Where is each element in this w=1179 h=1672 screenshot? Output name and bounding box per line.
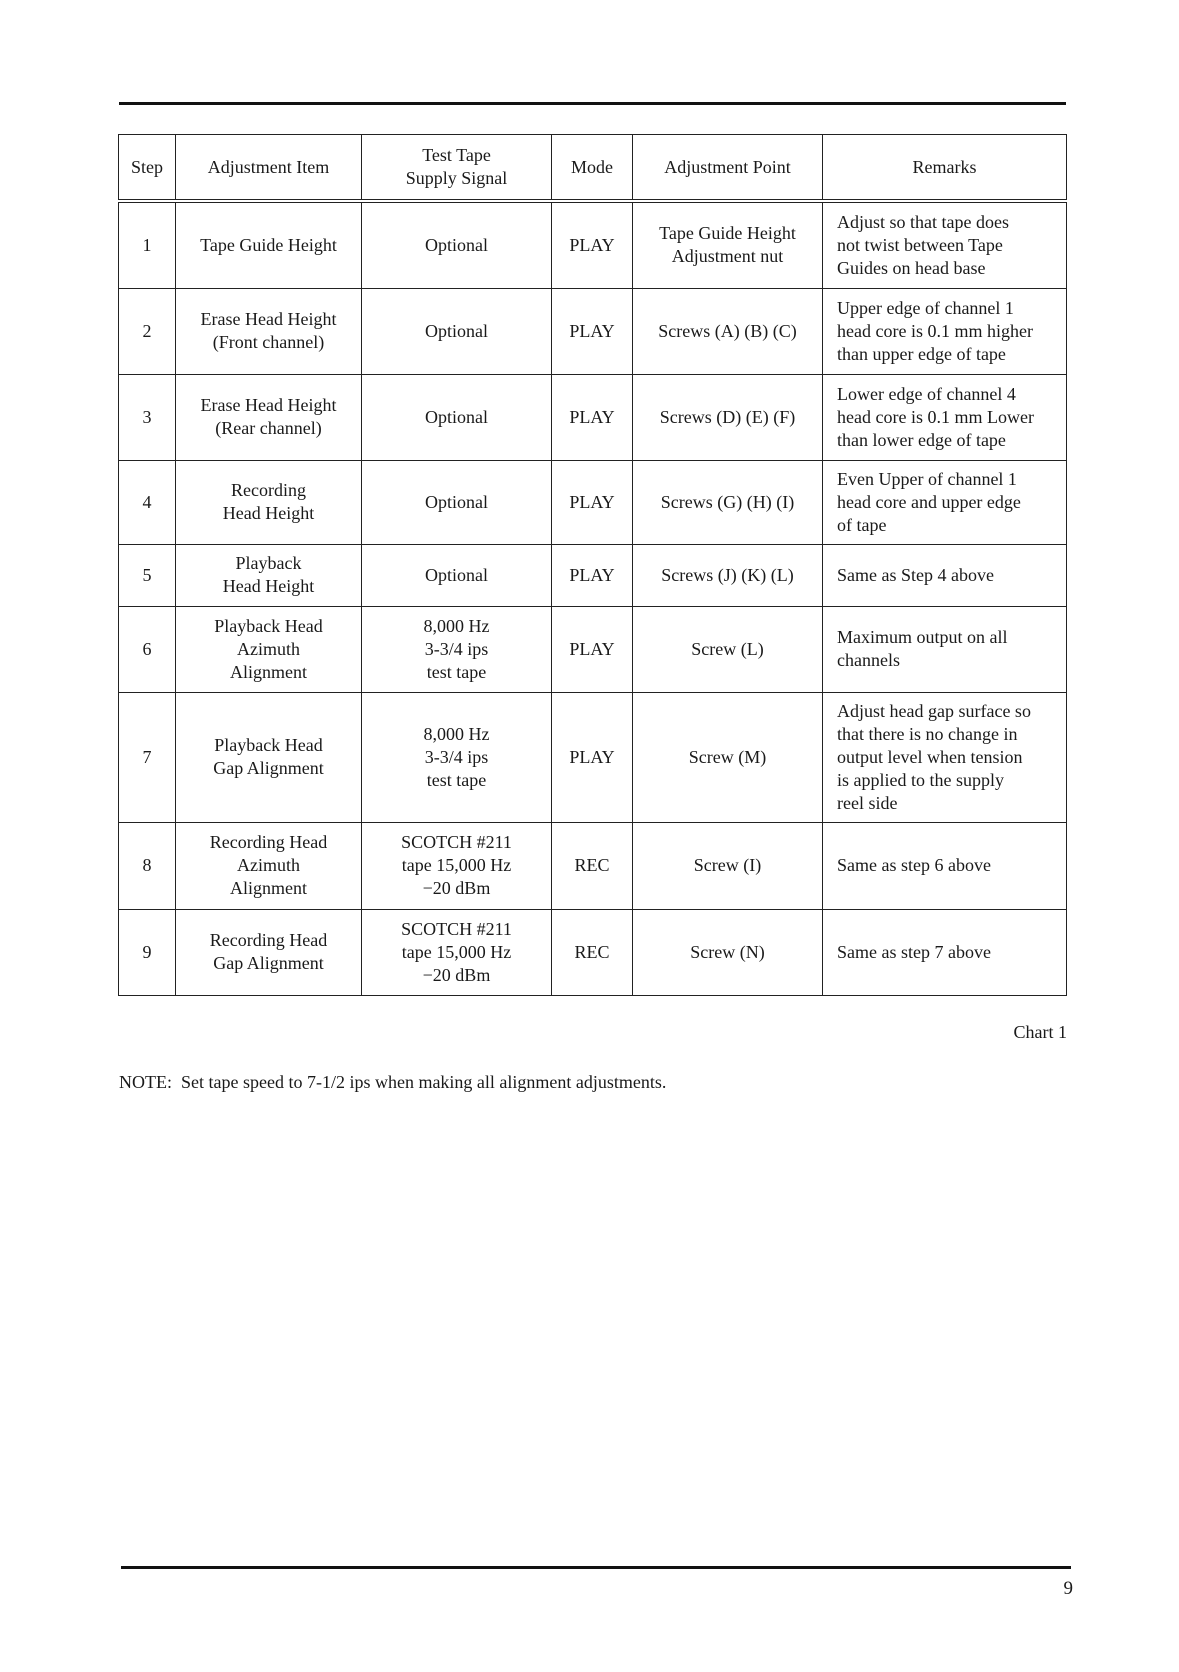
cell-test-signal: Optional [362,201,552,288]
cell-mode: REC [552,909,633,995]
header-adjustment-item: Adjustment Item [176,135,362,202]
alignment-note: NOTE: Set tape speed to 7-1/2 ips when making all alignment adjustments. [119,1072,667,1092]
top-rule [119,102,1066,105]
cell-adjustment-item: Recording Head Azimuth Alignment [176,822,362,909]
table-row [119,460,1067,544]
cell-adjustment-item: Tape Guide Height [176,201,362,288]
cell-test-signal: SCOTCH #211 tape 15,000 Hz −20 dBm [362,909,552,995]
cell-remarks: Upper edge of channel 1 head core is 0.1 mm higher than upper edge of tape [823,288,1067,374]
cell-mode: PLAY [552,460,633,544]
cell-remarks: Adjust so that tape does not twist between Tape Guides on head base [823,201,1067,288]
cell-mode: PLAY [552,692,633,822]
cell-mode: PLAY [552,544,633,606]
table-row [119,822,1067,909]
table-row [119,374,1067,460]
table-row [119,606,1067,692]
cell-adjustment-item: Erase Head Height (Front channel) [176,288,362,374]
cell-adjustment-item: Recording Head Gap Alignment [176,909,362,995]
cell-adjustment-point: Screw (I) [633,822,823,909]
header-test-tape-supply-signal: Test Tape Supply Signal [362,135,552,202]
cell-step: 8 [119,822,176,909]
cell-mode: PLAY [552,374,633,460]
cell-remarks: Maximum output on all channels [823,606,1067,692]
cell-adjustment-point: Screw (L) [633,606,823,692]
cell-test-signal: Optional [362,544,552,606]
header-adjustment-point: Adjustment Point [633,135,823,202]
header-mode: Mode [552,135,633,202]
cell-test-signal: 8,000 Hz 3-3/4 ips test tape [362,692,552,822]
cell-mode: REC [552,822,633,909]
cell-remarks: Even Upper of channel 1 head core and upper edge of tape [823,460,1067,544]
cell-test-signal: 8,000 Hz 3-3/4 ips test tape [362,606,552,692]
table-row [119,692,1067,822]
table-row [119,544,1067,606]
table-row [119,909,1067,995]
chart-caption: Chart 1 [1013,1022,1067,1042]
cell-remarks: Same as step 7 above [823,909,1067,995]
cell-step: 5 [119,544,176,606]
page-number: 9 [1063,1578,1073,1599]
cell-remarks: Lower edge of channel 4 head core is 0.1 mm Lower than lower edge of tape [823,374,1067,460]
header-step: Step [119,135,176,202]
cell-adjustment-point: Screw (N) [633,909,823,995]
cell-adjustment-point: Screws (J) (K) (L) [633,544,823,606]
table-row [119,288,1067,374]
cell-adjustment-point: Tape Guide Height Adjustment nut [633,201,823,288]
table-header-row [119,135,1067,202]
cell-adjustment-point: Screw (M) [633,692,823,822]
cell-step: 6 [119,606,176,692]
cell-adjustment-item: Erase Head Height (Rear channel) [176,374,362,460]
cell-adjustment-item: Playback Head Height [176,544,362,606]
cell-remarks: Same as Step 4 above [823,544,1067,606]
cell-test-signal: SCOTCH #211 tape 15,000 Hz −20 dBm [362,822,552,909]
table-row [119,201,1067,288]
cell-adjustment-point: Screws (D) (E) (F) [633,374,823,460]
cell-step: 4 [119,460,176,544]
bottom-rule [121,1566,1071,1569]
cell-step: 3 [119,374,176,460]
cell-mode: PLAY [552,606,633,692]
cell-step: 2 [119,288,176,374]
cell-step: 7 [119,692,176,822]
cell-test-signal: Optional [362,374,552,460]
cell-adjustment-item: Playback Head Gap Alignment [176,692,362,822]
cell-remarks: Same as step 6 above [823,822,1067,909]
cell-adjustment-item: Recording Head Height [176,460,362,544]
cell-step: 9 [119,909,176,995]
header-remarks: Remarks [823,135,1067,202]
cell-test-signal: Optional [362,288,552,374]
cell-remarks: Adjust head gap surface so that there is no change in output level when tension is applied to the supply reel side [823,692,1067,822]
alignment-chart-table [118,134,1067,996]
cell-adjustment-point: Screws (A) (B) (C) [633,288,823,374]
cell-adjustment-point: Screws (G) (H) (I) [633,460,823,544]
cell-mode: PLAY [552,201,633,288]
cell-mode: PLAY [552,288,633,374]
cell-test-signal: Optional [362,460,552,544]
cell-step: 1 [119,201,176,288]
cell-adjustment-item: Playback Head Azimuth Alignment [176,606,362,692]
